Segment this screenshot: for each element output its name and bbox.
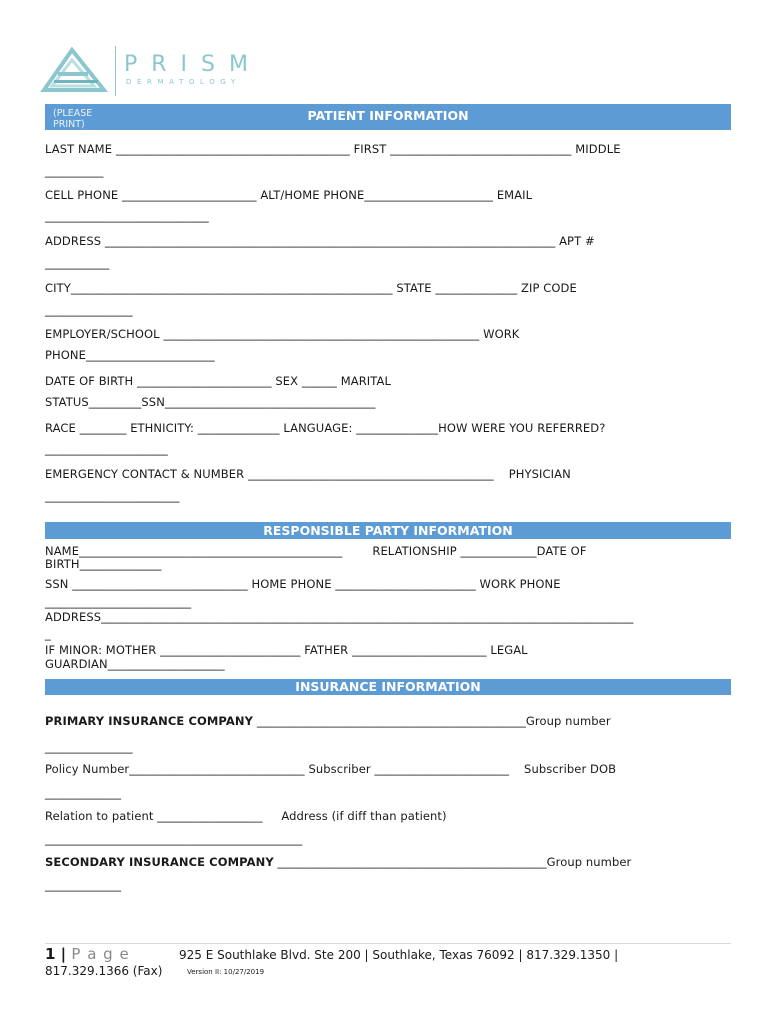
- patient-info-header-bar: [45, 104, 731, 130]
- patient-row-6[interactable]: ___________: [45, 256, 110, 270]
- footer-address: 925 E Southlake Blvd. Ste 200 | Southlake, Texas 76092 | 817.329.1350 |: [179, 948, 619, 962]
- patient-row-2[interactable]: __________: [45, 164, 104, 178]
- secondary-insurance-field[interactable]: ______________________________________________Group number: [273, 855, 632, 869]
- footer-version: Version II: 10/27/2019: [187, 968, 265, 976]
- responsible-row-6[interactable]: _: [45, 627, 51, 641]
- responsible-row-2[interactable]: BIRTH______________: [45, 557, 162, 571]
- insurance-row-3[interactable]: Policy Number______________________________ Subscriber _______________________ Subscriber DOB: [45, 762, 617, 776]
- responsible-row-7[interactable]: IF MINOR: MOTHER ________________________ FATHER _______________________ LEGAL: [45, 643, 528, 657]
- insurance-row-8[interactable]: _____________: [45, 878, 122, 892]
- prism-logo-icon: [40, 46, 110, 96]
- footer-rule: [45, 943, 731, 944]
- patient-row-11[interactable]: DATE OF BIRTH _______________________ SEX ______ MARITAL: [45, 374, 391, 388]
- logo-divider: [115, 46, 116, 96]
- footer-page: [45, 945, 130, 963]
- patient-row-15[interactable]: EMERGENCY CONTACT & NUMBER __________________________________________ PHYSICIAN: [45, 467, 571, 481]
- page-separator: |: [55, 945, 72, 963]
- secondary-insurance-row[interactable]: [45, 855, 631, 869]
- responsible-party-header-bar: [45, 522, 731, 539]
- patient-row-9[interactable]: EMPLOYER/SCHOOL ______________________________________________________ WORK: [45, 327, 520, 341]
- insurance-row-2[interactable]: _______________: [45, 740, 133, 754]
- footer-fax: 817.329.1366 (Fax): [45, 964, 163, 978]
- page-word: P a g e: [71, 945, 130, 963]
- patient-row-7[interactable]: CITY_______________________________________________________ STATE ______________ ZIP CODE: [45, 281, 577, 295]
- patient-row-10[interactable]: PHONE______________________: [45, 348, 215, 362]
- please-print-label: (PLEASE PRINT): [53, 108, 93, 130]
- insurance-row-4[interactable]: _____________: [45, 786, 122, 800]
- patient-row-5[interactable]: ADDRESS _____________________________________________________________________________ APT #: [45, 234, 595, 248]
- responsible-row-3[interactable]: SSN ______________________________ HOME PHONE ________________________ WORK PHONE: [45, 577, 561, 591]
- responsible-row-5[interactable]: ADDRESS___________________________________________________________________________________________: [45, 610, 634, 624]
- insurance-title: INSURANCE INFORMATION: [295, 679, 481, 694]
- patient-row-8[interactable]: _______________: [45, 303, 133, 317]
- patient-row-12[interactable]: STATUS_________SSN____________________________________: [45, 395, 376, 409]
- insurance-header-bar: [45, 679, 731, 695]
- patient-row-16[interactable]: _______________________: [45, 489, 180, 503]
- logo: [40, 46, 270, 96]
- responsible-row-8[interactable]: GUARDIAN____________________: [45, 657, 225, 671]
- patient-row-14[interactable]: _____________________: [45, 442, 168, 456]
- primary-insurance-field[interactable]: ______________________________________________Group number: [253, 714, 611, 728]
- patient-row-13[interactable]: RACE ________ ETHNICITY: ______________ LANGUAGE: ______________HOW WERE YOU REFERRED?: [45, 421, 606, 435]
- responsible-row-4[interactable]: _________________________: [45, 595, 192, 609]
- responsible-party-title: RESPONSIBLE PARTY INFORMATION: [263, 523, 513, 538]
- secondary-insurance-label: SECONDARY INSURANCE COMPANY: [45, 855, 274, 869]
- responsible-row-1[interactable]: NAME_____________________________________________ RELATIONSHIP _____________DATE OF: [45, 544, 587, 558]
- primary-insurance-label: PRIMARY INSURANCE COMPANY: [45, 714, 254, 728]
- page-number: 1: [45, 945, 56, 963]
- insurance-row-5[interactable]: Relation to patient __________________ Address (if diff than patient): [45, 809, 447, 823]
- logo-sub: DERMATOLOGY: [126, 78, 241, 86]
- patient-row-3[interactable]: CELL PHONE _______________________ ALT/HOME PHONE______________________ EMAIL: [45, 188, 533, 202]
- primary-insurance-row[interactable]: [45, 714, 611, 728]
- patient-row-4[interactable]: ____________________________: [45, 209, 209, 223]
- patient-info-title: PATIENT INFORMATION: [307, 108, 469, 123]
- logo-brand: PRISM: [124, 52, 262, 77]
- patient-row-1[interactable]: LAST NAME ________________________________________ FIRST _______________________________ MIDDLE: [45, 142, 621, 156]
- insurance-row-6[interactable]: ____________________________________________: [45, 832, 303, 846]
